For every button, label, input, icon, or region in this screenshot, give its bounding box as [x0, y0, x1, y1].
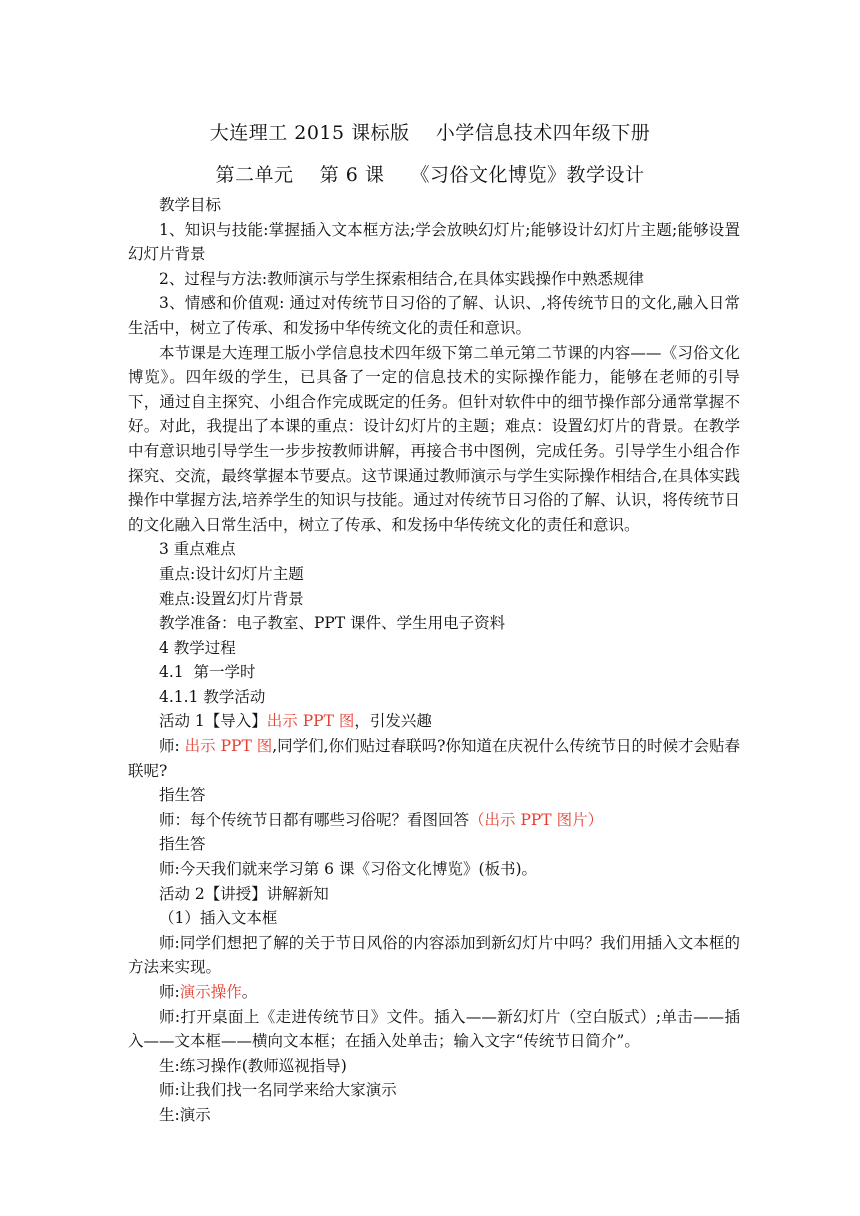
- teacher-line: 师: 出示 PPT 图,同学们,你们贴过春联吗?你知道在庆祝什么传统节日的时候才会贴春联呢?: [128, 737, 740, 780]
- section-heading-period: 4.1 第一学时: [159, 663, 256, 682]
- section-heading-key-points: 3 重点难点: [159, 540, 236, 559]
- highlight-text: 出示 PPT 图: [266, 712, 355, 731]
- section-heading-goals: 教学目标: [159, 196, 222, 214]
- document-title: 大连理工 2015 课标版 小学信息技术四年级下册: [209, 122, 651, 144]
- goal-values: 3、情感和价值观: 通过对传统节日习俗的了解、认识、,将传统节日的文化,融入日常生活中，树立了传承、和发扬中华传统文化的责任和意识。: [128, 294, 740, 337]
- teacher-line: 师:同学们想把了解的关于节日风俗的内容添加到新幻灯片中吗？我们用插入文本框的方法来实现。: [128, 933, 740, 977]
- step-heading: （1）插入文本框: [159, 909, 278, 928]
- teacher-line: 师:打开桌面上《走进传统节日》文件。插入——新幻灯片（空白版式）;单击——插入——文本框——横向文本框；在插入处单击；输入文字“传统节日简介”。: [128, 1007, 740, 1051]
- teacher-line: 师:今天我们就来学习第 6 课《习俗文化博览》(板书)。: [159, 860, 538, 879]
- student-answer: 指生答: [159, 786, 206, 805]
- lesson-title: 第二单元 第 6 课 《习俗文化博览》教学设计: [215, 164, 645, 186]
- key-point: 重点:设计幻灯片主题: [159, 564, 304, 583]
- student-line: 生:练习操作(教师巡视指导): [159, 1056, 347, 1075]
- highlight-text: （出示 PPT 图片）: [469, 810, 604, 829]
- document-body: [128, 193, 740, 1128]
- section-heading-process: 4 教学过程: [159, 638, 236, 657]
- teacher-demo-line: 师:演示操作。: [159, 983, 258, 1001]
- activity-1: 活动 1【导入】出示 PPT 图，引发兴趣: [159, 712, 432, 731]
- highlight-text: 出示 PPT 图: [184, 737, 273, 756]
- student-answer: 指生答: [159, 835, 206, 854]
- difficult-point: 难点:设置幻灯片背景: [159, 589, 304, 608]
- lesson-overview: 本节课是大连理工版小学信息技术四年级下第二单元第二节课的内容——《习俗文化博览》。四年级的学生，已具备了一定的信息技术的实际操作能力，能够在老师的引导下，通过自主探究、小组合作完成既定的任务。但针对软件中的细节操作部分通常掌握不好。对此，我提出了本课的重点：设计幻灯片的主题；难点：设置幻灯片的背景。在教学中有意识地引导学生一步步按教师讲解，再接合书中图例，完成任务。引导学生小组合作探究、交流，最终掌握本节要点。这节课通过教师演示与学生实际操作相结合,在具体实践操作中掌握方法,培养学生的知识与技能。通过对传统节日习俗的了解、认识，将传统节日的文化融入日常生活中，树立了传承、和发扬中华传统文化的责任和意识。: [128, 343, 740, 534]
- highlight-text: 演示操作: [179, 983, 242, 1001]
- student-line: 生:演示: [159, 1105, 211, 1124]
- activity-2: 活动 2【讲授】讲解新知: [159, 884, 329, 903]
- teaching-preparation: 教学准备：电子教室、PPT 课件、学生用电子资料: [159, 614, 506, 633]
- teacher-line: 师:让我们找一名同学来给大家演示: [159, 1081, 397, 1100]
- goal-process: 2、过程与方法:教师演示与学生探索相结合,在具体实践操作中熟悉规律: [159, 269, 645, 288]
- goal-knowledge: 1、知识与技能:掌握插入文本框方法;学会放映幻灯片;能够设计幻灯片主题;能够设置幻灯片背景: [128, 220, 740, 264]
- teacher-line: 师：每个传统节日都有哪些习俗呢？看图回答（出示 PPT 图片）: [159, 810, 604, 829]
- section-heading-activities: 4.1.1 教学活动: [159, 687, 266, 706]
